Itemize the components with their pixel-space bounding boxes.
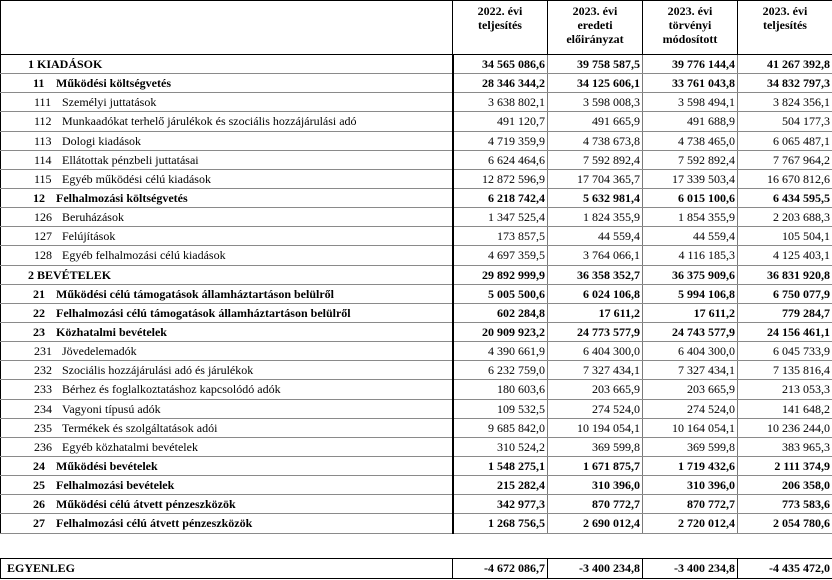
row-code: 126 [34, 210, 52, 225]
table-row [1, 55, 832, 74]
row-label-cell [1, 418, 453, 437]
header-col-2023-actual [738, 1, 832, 55]
row-code: 232 [34, 363, 52, 378]
value-2023-original: 4 738 673,8 [548, 131, 643, 150]
row-label-cell [1, 456, 453, 475]
table-row [1, 246, 832, 265]
value-2023-modified: 7 592 892,4 [643, 150, 738, 169]
row-label: Felújítások [62, 229, 116, 244]
row-label-cell [1, 476, 453, 495]
row-label: Munkaadókat terhelő járulékok és szociális hozzájárulási adó [62, 114, 357, 129]
balance-value-2023-original: -3 400 234,8 [548, 559, 643, 579]
value-2023-actual: 2 054 780,6 [738, 514, 832, 533]
value-2023-modified: 369 599,8 [643, 437, 738, 456]
value-2022-actual: 28 346 344,2 [453, 74, 548, 93]
value-2023-modified: 7 327 434,1 [643, 361, 738, 380]
balance-row [1, 559, 832, 579]
value-2023-original: 2 690 012,4 [548, 514, 643, 533]
row-label-cell [1, 55, 453, 74]
value-2022-actual: 29 892 999,9 [453, 265, 548, 284]
value-2023-modified: 17 611,2 [643, 303, 738, 322]
value-2022-actual: 215 282,4 [453, 476, 548, 495]
header-line: 2023. évi [762, 4, 808, 18]
row-label-cell [1, 208, 453, 227]
value-2022-actual: 34 565 086,6 [453, 55, 548, 74]
row-label-cell [1, 169, 453, 188]
row-label: Felhalmozási költségvetés [56, 191, 188, 206]
table-row [1, 514, 832, 533]
value-2023-original: 44 559,4 [548, 227, 643, 246]
table-row [1, 437, 832, 456]
row-code: 12 [33, 191, 45, 206]
row-label-cell [1, 399, 453, 418]
row-label-cell [1, 112, 453, 131]
value-2023-modified: 3 598 494,1 [643, 93, 738, 112]
value-2023-modified: 203 665,9 [643, 380, 738, 399]
value-2023-modified: 4 738 465,0 [643, 131, 738, 150]
header-line: 2022. évi [477, 4, 523, 18]
row-label: KIADÁSOK [37, 57, 103, 72]
value-2023-actual: 4 125 403,1 [738, 246, 832, 265]
row-label-cell [1, 188, 453, 207]
value-2022-actual: 9 685 842,0 [453, 418, 548, 437]
row-label-cell [1, 74, 453, 93]
balance-label: EGYENLEG [1, 559, 453, 579]
table-row [1, 342, 832, 361]
row-label-cell [1, 93, 453, 112]
header-line: törvényi [668, 18, 712, 32]
row-label: Vagyoni típusú adók [62, 401, 161, 416]
value-2022-actual: 342 977,3 [453, 495, 548, 514]
value-2023-actual: 2 203 688,3 [738, 208, 832, 227]
value-2022-actual: 491 120,7 [453, 112, 548, 131]
header-line: eredeti [577, 18, 613, 32]
table-row [1, 93, 832, 112]
row-label: BEVÉTELEK [37, 267, 112, 282]
value-2023-original: 36 358 352,7 [548, 265, 643, 284]
table-row [1, 74, 832, 93]
table-row [1, 227, 832, 246]
balance-value-2023-modified: -3 400 234,8 [643, 559, 738, 579]
table-row [1, 208, 832, 227]
row-label: Felhalmozási célú támogatások államháztartáson belülről [56, 305, 351, 320]
value-2023-modified: 2 720 012,4 [643, 514, 738, 533]
value-2022-actual: 4 719 359,9 [453, 131, 548, 150]
row-label-cell [1, 322, 453, 341]
row-label: Beruházások [62, 210, 124, 225]
row-code: 22 [33, 305, 45, 320]
value-2023-actual: 504 177,3 [738, 112, 832, 131]
row-label-cell [1, 246, 453, 265]
value-2023-modified: 6 404 300,0 [643, 342, 738, 361]
value-2023-actual: 41 267 392,8 [738, 55, 832, 74]
header-col-2023-modified [643, 1, 738, 55]
row-code: 27 [33, 516, 45, 531]
row-label: Szociális hozzájárulási adó és járulékok [62, 363, 254, 378]
value-2023-actual: 141 648,2 [738, 399, 832, 418]
row-label: Dologi kiadások [62, 133, 141, 148]
row-label-cell [1, 303, 453, 322]
row-code: 26 [33, 497, 45, 512]
row-code: 235 [34, 420, 52, 435]
value-2023-original: 7 592 892,4 [548, 150, 643, 169]
value-2023-actual: 6 750 077,9 [738, 284, 832, 303]
header-label-cell [1, 1, 453, 55]
table-body [1, 55, 832, 534]
value-2023-modified: 870 772,7 [643, 495, 738, 514]
row-label-cell [1, 361, 453, 380]
table-row [1, 150, 832, 169]
value-2023-modified: 1 719 432,6 [643, 456, 738, 475]
row-code: 2 [28, 267, 34, 282]
row-label: Felhalmozási célú átvett pénzeszközök [56, 516, 253, 531]
value-2022-actual: 173 857,5 [453, 227, 548, 246]
value-2023-original: 274 524,0 [548, 399, 643, 418]
value-2022-actual: 6 232 759,0 [453, 361, 548, 380]
row-label: Felhalmozási bevételek [56, 478, 175, 493]
value-2023-actual: 7 135 816,4 [738, 361, 832, 380]
value-2023-actual: 206 358,0 [738, 476, 832, 495]
row-label: Működési bevételek [56, 459, 158, 474]
table-row [1, 456, 832, 475]
row-label: Személyi juttatások [62, 95, 157, 110]
balance-value-2023-actual: -4 435 472,0 [738, 559, 832, 579]
table-row [1, 284, 832, 303]
value-2023-modified: 10 164 054,1 [643, 418, 738, 437]
row-label: Egyéb közhatalmi bevételek [62, 439, 198, 454]
value-2023-original: 24 773 577,9 [548, 322, 643, 341]
row-code: 111 [34, 95, 52, 110]
value-2023-actual: 2 111 374,9 [738, 456, 832, 475]
row-code: 1 [28, 57, 34, 72]
value-2023-actual: 213 053,3 [738, 380, 832, 399]
table-row [1, 265, 832, 284]
balance-table [0, 558, 832, 579]
value-2023-actual: 773 583,6 [738, 495, 832, 514]
value-2023-original: 5 632 981,4 [548, 188, 643, 207]
value-2023-original: 7 327 434,1 [548, 361, 643, 380]
header-row [1, 1, 832, 55]
value-2023-modified: 24 743 577,9 [643, 322, 738, 341]
value-2023-original: 491 665,9 [548, 112, 643, 131]
table-row [1, 112, 832, 131]
row-code: 24 [33, 459, 45, 474]
row-label: Ellátottak pénzbeli juttatásai [62, 152, 199, 167]
value-2023-modified: 44 559,4 [643, 227, 738, 246]
value-2023-modified: 33 761 043,8 [643, 74, 738, 93]
value-2022-actual: 180 603,6 [453, 380, 548, 399]
row-code: 236 [34, 439, 52, 454]
row-label-cell [1, 150, 453, 169]
header-col-2022-actual [453, 1, 548, 55]
value-2023-actual: 779 284,7 [738, 303, 832, 322]
row-code: 114 [34, 152, 52, 167]
value-2023-original: 203 665,9 [548, 380, 643, 399]
value-2023-actual: 10 236 244,0 [738, 418, 832, 437]
table-row [1, 476, 832, 495]
row-label: Termékek és szolgáltatások adói [62, 420, 218, 435]
row-code: 115 [34, 171, 52, 186]
value-2023-original: 34 125 606,1 [548, 74, 643, 93]
value-2023-modified: 36 375 909,6 [643, 265, 738, 284]
row-code: 231 [34, 344, 52, 359]
value-2023-actual: 6 434 595,5 [738, 188, 832, 207]
header-line: 2023. évi [572, 4, 618, 18]
value-2022-actual: 109 532,5 [453, 399, 548, 418]
row-label: Működési költségvetés [56, 76, 171, 91]
value-2023-original: 6 024 106,8 [548, 284, 643, 303]
row-label-cell [1, 495, 453, 514]
value-2022-actual: 4 697 359,5 [453, 246, 548, 265]
header-col-2023-original [548, 1, 643, 55]
value-2023-actual: 7 767 964,2 [738, 150, 832, 169]
row-label: Egyéb felhalmozási célú kiadások [62, 248, 226, 263]
value-2023-actual: 105 504,1 [738, 227, 832, 246]
value-2023-modified: 5 994 106,8 [643, 284, 738, 303]
value-2023-modified: 17 339 503,4 [643, 169, 738, 188]
header-line: előirányzat [566, 32, 624, 46]
row-label: Jövedelemadók [62, 344, 137, 359]
row-code: 113 [34, 133, 52, 148]
value-2023-original: 10 194 054,1 [548, 418, 643, 437]
table-row [1, 418, 832, 437]
row-label-cell [1, 265, 453, 284]
row-code: 128 [34, 248, 52, 263]
value-2023-original: 870 772,7 [548, 495, 643, 514]
row-code: 233 [34, 382, 52, 397]
balance-value-2022-actual: -4 672 086,7 [453, 559, 548, 579]
value-2023-original: 1 671 875,7 [548, 456, 643, 475]
row-code: 21 [33, 286, 45, 301]
table-row [1, 188, 832, 207]
value-2023-original: 39 758 587,5 [548, 55, 643, 74]
table-row [1, 169, 832, 188]
table-row [1, 322, 832, 341]
row-code: 127 [34, 229, 52, 244]
value-2023-original: 6 404 300,0 [548, 342, 643, 361]
row-label: Működési célú átvett pénzeszközök [56, 497, 236, 512]
value-2023-actual: 6 045 733,9 [738, 342, 832, 361]
value-2022-actual: 5 005 500,6 [453, 284, 548, 303]
value-2023-original: 17 704 365,7 [548, 169, 643, 188]
value-2022-actual: 3 638 802,1 [453, 93, 548, 112]
value-2023-actual: 3 824 356,1 [738, 93, 832, 112]
row-code: 112 [34, 114, 52, 129]
header-line: teljesítés [478, 18, 522, 32]
row-label-cell [1, 284, 453, 303]
row-code: 234 [34, 401, 52, 416]
table-row [1, 399, 832, 418]
value-2023-modified: 310 396,0 [643, 476, 738, 495]
value-2023-modified: 274 524,0 [643, 399, 738, 418]
value-2023-modified: 4 116 185,3 [643, 246, 738, 265]
row-label: Egyéb működési célú kiadások [62, 171, 211, 186]
row-code: 25 [33, 478, 45, 493]
row-label-cell [1, 437, 453, 456]
row-label: Működési célú támogatások államháztartáson belülről [56, 286, 334, 301]
row-label-cell [1, 514, 453, 533]
value-2023-actual: 36 831 920,8 [738, 265, 832, 284]
table-row [1, 303, 832, 322]
value-2023-original: 3 764 066,1 [548, 246, 643, 265]
value-2023-actual: 16 670 812,6 [738, 169, 832, 188]
value-2022-actual: 4 390 661,9 [453, 342, 548, 361]
value-2023-modified: 39 776 144,4 [643, 55, 738, 74]
row-label-cell [1, 380, 453, 399]
value-2023-original: 17 611,2 [548, 303, 643, 322]
value-2022-actual: 6 218 742,4 [453, 188, 548, 207]
value-2022-actual: 12 872 596,9 [453, 169, 548, 188]
header-line: módosított [662, 32, 718, 46]
value-2022-actual: 310 524,2 [453, 437, 548, 456]
row-label-cell [1, 342, 453, 361]
value-2023-modified: 1 854 355,9 [643, 208, 738, 227]
value-2022-actual: 1 548 275,1 [453, 456, 548, 475]
row-label: Közhatalmi bevételek [56, 325, 167, 340]
row-label: Bérhez és foglalkoztatáshoz kapcsolódó adók [62, 382, 281, 397]
value-2023-original: 3 598 008,3 [548, 93, 643, 112]
value-2022-actual: 1 347 525,4 [453, 208, 548, 227]
value-2023-original: 310 396,0 [548, 476, 643, 495]
header-line: 2023. évi [667, 4, 713, 18]
header-line: teljesítés [763, 18, 807, 32]
value-2023-original: 369 599,8 [548, 437, 643, 456]
value-2023-actual: 383 965,3 [738, 437, 832, 456]
row-code: 23 [33, 325, 45, 340]
value-2023-modified: 6 015 100,6 [643, 188, 738, 207]
value-2023-actual: 6 065 487,1 [738, 131, 832, 150]
row-label-cell [1, 131, 453, 150]
table-row [1, 380, 832, 399]
value-2022-actual: 6 624 464,6 [453, 150, 548, 169]
value-2023-actual: 24 156 461,1 [738, 322, 832, 341]
value-2023-actual: 34 832 797,3 [738, 74, 832, 93]
table-row [1, 361, 832, 380]
row-code: 11 [33, 76, 45, 91]
value-2022-actual: 20 909 923,2 [453, 322, 548, 341]
value-2023-modified: 491 688,9 [643, 112, 738, 131]
table-row [1, 131, 832, 150]
value-2022-actual: 1 268 756,5 [453, 514, 548, 533]
value-2023-original: 1 824 355,9 [548, 208, 643, 227]
row-label-cell [1, 227, 453, 246]
value-2022-actual: 602 284,8 [453, 303, 548, 322]
table-row [1, 495, 832, 514]
